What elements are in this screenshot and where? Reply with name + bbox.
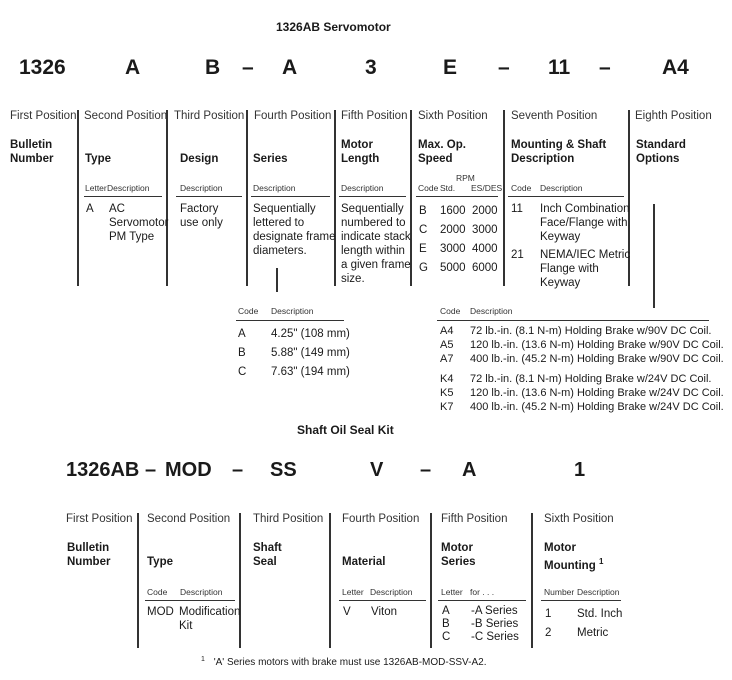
rule <box>251 196 330 197</box>
table-row <box>419 221 498 240</box>
divider <box>246 110 248 286</box>
speed-esdes: 2000 <box>472 205 498 217</box>
option-description: 72 lb.-in. (8.1 N-m) Holding Brake w/24V DC Coil. <box>470 373 712 385</box>
mounting-description: Metric <box>577 627 609 639</box>
heading-line: Mounting & Shaft <box>511 139 607 151</box>
heading-line <box>544 555 603 573</box>
type-description <box>179 605 240 633</box>
divider <box>329 513 331 648</box>
desc-line: Sequentially <box>253 203 316 215</box>
heading-line: Shaft <box>253 542 282 554</box>
bulletin-heading <box>10 138 53 166</box>
series-code: C <box>238 366 247 378</box>
code-series: A <box>462 459 477 481</box>
mounting-heading <box>511 138 606 166</box>
speed-code: G <box>419 262 428 274</box>
motor-mounting-heading <box>544 541 603 573</box>
col-header-description: Description <box>470 306 513 316</box>
table-row <box>442 631 519 644</box>
table-row <box>238 344 350 363</box>
table-row <box>545 624 622 643</box>
series-letter: C <box>442 631 451 643</box>
sixth-position-label: Sixth Position <box>544 513 614 525</box>
rule <box>236 320 344 321</box>
series-description: -C Series <box>471 631 519 643</box>
type-code: MOD <box>147 606 174 618</box>
desc-line: designate frame <box>253 231 336 243</box>
speed-code: C <box>419 224 428 236</box>
col-header-description: Description <box>107 183 150 193</box>
divider <box>503 110 505 286</box>
code-material: V <box>370 459 384 481</box>
type-description <box>109 202 168 244</box>
code-series: A <box>282 56 298 79</box>
rule <box>145 600 235 601</box>
code-type: MOD <box>165 459 212 481</box>
table-row <box>440 338 724 352</box>
speed-codes <box>419 202 498 278</box>
series-letter: A <box>442 605 450 617</box>
series-diameter: 7.63" (194 mm) <box>271 366 350 378</box>
mounting-description: Std. Inch <box>577 608 623 620</box>
table-row <box>440 372 724 386</box>
option-code: A5 <box>440 339 454 351</box>
connector-dash <box>653 204 655 308</box>
design-heading: Design <box>180 153 219 165</box>
code-type: A <box>125 56 141 79</box>
options-table <box>440 324 724 414</box>
col-header-code: Code <box>511 183 532 193</box>
option-code: A4 <box>440 325 454 337</box>
table-row <box>545 605 622 624</box>
table-row <box>440 386 724 400</box>
series-diameter: 5.88" (149 mm) <box>271 347 350 359</box>
fifth-position-label: Fifth Position <box>341 110 408 122</box>
third-position-label: Third Position <box>253 513 324 525</box>
footnote-marker: 1 <box>201 656 205 663</box>
option-description: 72 lb.-in. (8.1 N-m) Holding Brake w/90V DC Coil. <box>470 325 712 337</box>
material-description: Viton <box>371 606 398 618</box>
mounting-number: 1 <box>545 608 552 620</box>
col-header-code: Code <box>418 183 439 193</box>
table-row <box>442 618 519 631</box>
section-title-servomotor: 1326AB Servomotor <box>276 20 391 34</box>
third-position-label: Third Position <box>174 110 245 122</box>
mounting-description <box>540 202 630 244</box>
code-bulletin: 1326AB <box>66 459 140 481</box>
heading-line: Standard <box>636 139 686 151</box>
col-header-letter: Letter <box>85 183 107 193</box>
motor-mounting-table <box>545 605 622 643</box>
heading-line: Series <box>441 556 476 568</box>
speed-esdes: 4000 <box>472 243 498 255</box>
speed-esdes: 3000 <box>472 224 498 236</box>
desc-line: AC <box>109 203 125 215</box>
heading-line: Bulletin <box>67 542 110 554</box>
desc-line: use only <box>180 217 223 229</box>
divider <box>166 110 168 286</box>
design-description <box>180 202 223 230</box>
series-table <box>238 325 350 382</box>
speed-esdes: 6000 <box>472 262 498 274</box>
code-options: A4 <box>662 56 689 79</box>
divider <box>430 513 432 648</box>
desc-line: PM Type <box>109 231 155 243</box>
heading-line: Motor <box>441 542 473 554</box>
desc-line: NEMA/IEC Metric <box>540 249 631 261</box>
options-heading <box>636 138 686 166</box>
option-description: 400 lb.-in. (45.2 N-m) Holding Brake w/90V DC Coil. <box>470 353 724 365</box>
col-header-letter: Letter <box>342 587 364 597</box>
rule <box>84 196 162 197</box>
table-row <box>440 352 724 366</box>
desc-line: Keyway <box>540 277 581 289</box>
code-design: B <box>205 56 221 79</box>
first-position-label: First Position <box>66 513 133 525</box>
rule <box>339 196 406 197</box>
table-row <box>419 202 498 221</box>
desc-line: Kit <box>179 620 193 632</box>
series-diameter: 4.25" (108 mm) <box>271 328 350 340</box>
col-header-description: Description <box>180 587 223 597</box>
col-header-description: Description <box>540 183 583 193</box>
desc-line: length within <box>341 245 405 257</box>
option-description: 400 lb.-in. (45.2 N-m) Holding Brake w/24V DC Coil. <box>470 401 724 413</box>
heading-line: Max. Op. <box>418 139 466 151</box>
code-bulletin: 1326 <box>19 56 66 79</box>
type-heading: Type <box>85 153 111 165</box>
material-letter: V <box>343 606 351 618</box>
col-header-code: Code <box>238 306 259 316</box>
table-row <box>440 400 724 414</box>
mounting-number: 2 <box>545 627 552 639</box>
motor-series-heading <box>441 541 476 569</box>
option-code: K4 <box>440 373 454 385</box>
heading-line: Description <box>511 153 575 165</box>
desc-line: Flange with <box>540 263 599 275</box>
table-row <box>442 605 519 618</box>
code-mounting: 1 <box>574 459 586 481</box>
desc-line: numbered to <box>341 217 406 229</box>
col-header-description: Description <box>370 587 413 597</box>
heading-line: Motor <box>341 139 373 151</box>
desc-line: Factory <box>180 203 219 215</box>
series-description <box>253 202 335 258</box>
code-length: 3 <box>365 56 377 79</box>
option-code: K5 <box>440 387 454 399</box>
motor-length-heading <box>341 138 379 166</box>
footnote-text: 'A' Series motors with brake must use 1326AB-MOD-SSV-A2. <box>213 657 487 669</box>
shaft-seal-heading <box>253 541 282 569</box>
col-header-description: Description <box>341 183 384 193</box>
divider <box>531 513 533 648</box>
speed-std: 2000 <box>440 224 466 236</box>
bulletin-heading <box>67 541 110 569</box>
heading-line: Seal <box>253 556 277 568</box>
option-description: 120 lb.-in. (13.6 N-m) Holding Brake w/24V DC Coil. <box>470 387 724 399</box>
second-position-label: Second Position <box>147 513 231 525</box>
desc-line: Servomotor <box>109 217 169 229</box>
table-row <box>238 363 350 382</box>
code-seal: SS <box>270 459 297 481</box>
desc-line: Modification <box>179 606 241 618</box>
material-heading: Material <box>342 556 386 568</box>
rpm-label: RPM <box>456 173 475 183</box>
col-header-code: Code <box>147 587 168 597</box>
desc-line: lettered to <box>253 217 305 229</box>
option-code: A7 <box>440 353 454 365</box>
col-header-for: for . . . <box>470 587 495 597</box>
col-header-std: Std. <box>440 183 456 193</box>
footnote <box>201 656 487 668</box>
fourth-position-label: Fourth Position <box>342 513 420 525</box>
heading-line: Options <box>636 153 680 165</box>
desc-line: Sequentially <box>341 203 404 215</box>
desc-line: size. <box>341 273 365 285</box>
col-header-letter: Letter <box>441 587 463 597</box>
second-position-label: Second Position <box>84 110 168 122</box>
series-description: -A Series <box>471 605 518 617</box>
col-header-description: Description <box>180 183 223 193</box>
col-header-code: Code <box>440 306 461 316</box>
desc-line: a given frame <box>341 259 411 271</box>
heading-line: Speed <box>418 153 453 165</box>
table-row <box>440 324 724 338</box>
code-dash: – <box>242 56 254 79</box>
rule <box>541 600 621 601</box>
option-description: 120 lb.-in. (13.6 N-m) Holding Brake w/90V DC Coil. <box>470 339 724 351</box>
speed-code: B <box>419 205 427 217</box>
col-header-number: Number <box>544 587 575 597</box>
speed-std: 5000 <box>440 262 466 274</box>
code-dash: – <box>498 56 510 79</box>
heading-line: Motor <box>544 542 576 554</box>
mounting-code: 21 <box>511 249 524 261</box>
col-header-description: Description <box>253 183 296 193</box>
max-speed-heading <box>418 138 466 166</box>
footnote-marker: 1 <box>598 557 604 566</box>
table-row <box>419 259 498 278</box>
desc-line: Keyway <box>540 231 581 243</box>
divider <box>77 110 79 286</box>
desc-line: Inch Combination <box>540 203 630 215</box>
mounting-code: 11 <box>511 203 523 215</box>
desc-line: Face/Flange with <box>540 217 628 229</box>
sixth-position-label: Sixth Position <box>418 110 488 122</box>
mounting-description <box>540 248 630 290</box>
code-speed: E <box>443 56 458 79</box>
code-dash: – <box>232 459 244 481</box>
series-code: A <box>238 328 246 340</box>
rule <box>437 320 709 321</box>
col-header-esdes: ES/DES <box>471 183 503 193</box>
code-dash: – <box>145 459 157 481</box>
heading-line: Number <box>10 153 54 165</box>
type-letter: A <box>86 203 94 215</box>
col-header-description: Description <box>271 306 314 316</box>
rule <box>508 196 624 197</box>
motor-length-description <box>341 202 411 286</box>
speed-code: E <box>419 243 427 255</box>
connector-dash <box>276 268 278 292</box>
code-dash: – <box>599 56 611 79</box>
series-code: B <box>238 347 246 359</box>
code-mounting: 11 <box>548 56 571 79</box>
speed-std: 3000 <box>440 243 466 255</box>
code-dash: – <box>420 459 432 481</box>
heading-text: Mounting <box>544 559 596 572</box>
speed-std: 1600 <box>440 205 466 217</box>
rule <box>416 196 498 197</box>
rule <box>176 196 242 197</box>
seventh-position-label: Seventh Position <box>511 110 598 122</box>
eighth-position-label: Eighth Position <box>635 110 712 122</box>
section-title-seal-kit: Shaft Oil Seal Kit <box>297 423 394 437</box>
heading-line: Bulletin <box>10 139 53 151</box>
rule <box>339 600 426 601</box>
fifth-position-label: Fifth Position <box>441 513 508 525</box>
heading-line: Length <box>341 153 380 165</box>
fourth-position-label: Fourth Position <box>254 110 332 122</box>
series-description: -B Series <box>471 618 519 630</box>
divider <box>334 110 336 286</box>
table-row <box>238 325 350 344</box>
option-code: K7 <box>440 401 454 413</box>
desc-line: indicate stack <box>341 231 411 243</box>
series-heading: Series <box>253 153 288 165</box>
desc-line: diameters. <box>253 245 307 257</box>
series-letter: B <box>442 618 450 630</box>
heading-line: Number <box>67 556 111 568</box>
first-position-label: First Position <box>10 110 77 122</box>
type-heading: Type <box>147 556 173 568</box>
divider <box>137 513 139 648</box>
rule <box>438 600 526 601</box>
motor-series-table <box>442 605 519 644</box>
col-header-description: Description <box>577 587 620 597</box>
table-row <box>419 240 498 259</box>
